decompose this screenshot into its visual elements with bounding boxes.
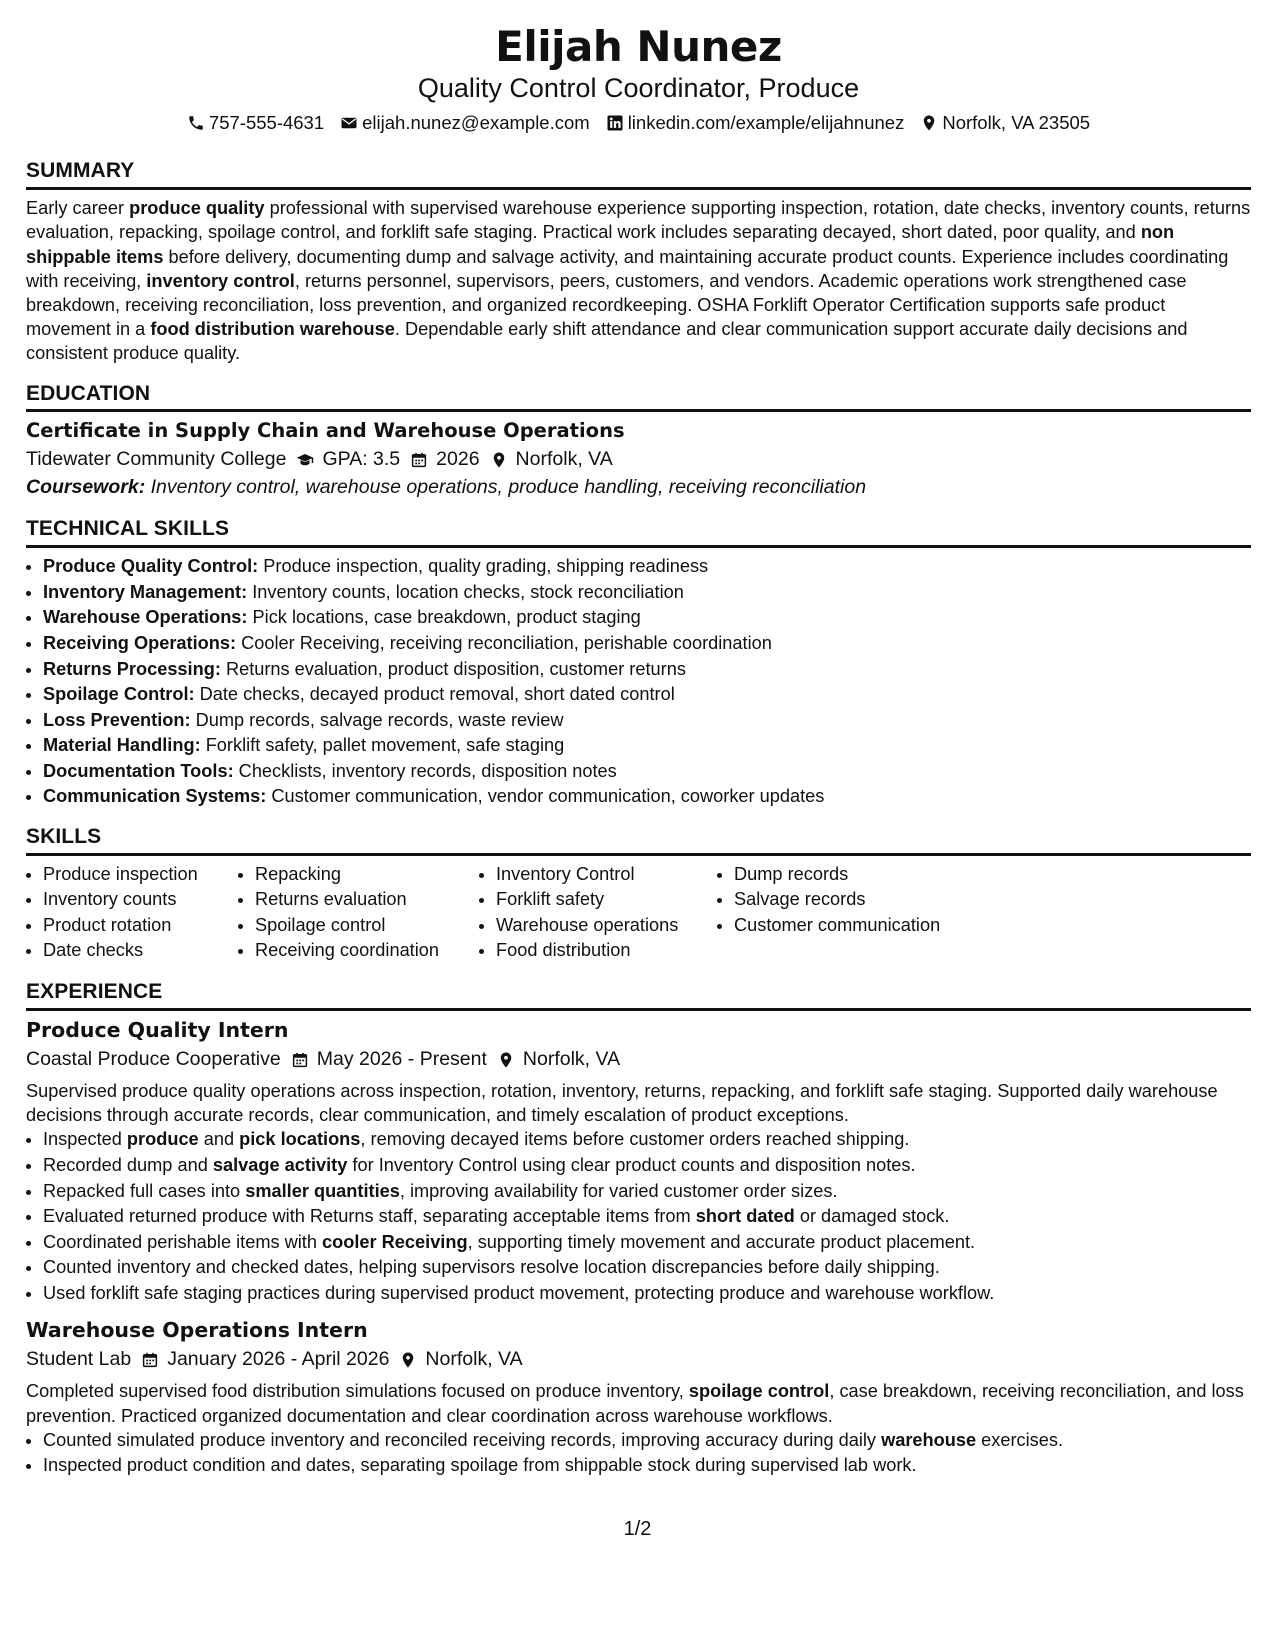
job-bullet bbox=[43, 1453, 1251, 1477]
text-run: , case breakdown, receiving reconciliation, and loss prevention. Practiced organized documentation and clear coordination across warehouse workflows. bbox=[26, 1381, 1244, 1426]
contact-linkedin-text: linkedin.com/example/elijahnunez bbox=[627, 111, 905, 133]
calendar-icon bbox=[141, 1351, 159, 1369]
text-run: , removing decayed items before customer orders reached shipping. bbox=[360, 1129, 910, 1150]
text-run: for Inventory Control using clear product counts and disposition notes. bbox=[347, 1155, 916, 1176]
text-run: Supervised produce quality operations across inspection, rotation, inventory, returns, repacking, and forklift safe staging. Supported daily warehouse decisions through accurate records, clear communication, and timely escalation of product exceptions. bbox=[26, 1081, 1218, 1126]
tech-skill-label: Communication Systems: bbox=[43, 786, 267, 807]
map-pin-icon bbox=[920, 114, 938, 132]
skill-item: • Inventory Control bbox=[496, 862, 717, 886]
graduation-year: 2026 bbox=[436, 448, 480, 471]
job-bullet bbox=[43, 1204, 1251, 1228]
education-section bbox=[26, 380, 1251, 502]
bold-text: short dated bbox=[695, 1206, 795, 1227]
tech-skill-item bbox=[43, 708, 1251, 732]
skill-item: • Date checks bbox=[43, 938, 238, 962]
tech-skill-item bbox=[43, 733, 1251, 757]
bold-text: non shippable items bbox=[26, 222, 1175, 267]
text-run: , supporting timely movement and accurate product placement. bbox=[467, 1231, 976, 1252]
bold-text: produce quality bbox=[129, 198, 265, 219]
text-run: Inspected product condition and dates, separating spoilage from shippable stock during supervised lab work. bbox=[43, 1455, 917, 1476]
skill-item: • Product rotation bbox=[43, 913, 238, 937]
skills-column bbox=[26, 862, 238, 964]
text-run: Repacked full cases into bbox=[43, 1180, 246, 1201]
gpa-text: GPA: 3.5 bbox=[322, 448, 401, 471]
skills-column bbox=[238, 862, 479, 964]
contact-location-text: Norfolk, VA 23505 bbox=[942, 111, 1091, 133]
job-bullets bbox=[26, 1127, 1251, 1305]
text-run: , returns personnel, supervisors, peers, customers, and vendors. Academic operations work strengthened case breakdown, receiving reconciliation, loss prevention, and organized recordkeeping. OSHA Forklift Operator Certification supports safe product movement in a bbox=[26, 270, 1187, 340]
tech-skill-item bbox=[43, 631, 1251, 655]
education-heading: EDUCATION bbox=[26, 380, 1251, 413]
map-pin-icon bbox=[490, 451, 508, 469]
skills-column bbox=[479, 862, 717, 964]
tech-skill-text: Produce inspection, quality grading, shipping readiness bbox=[258, 556, 709, 577]
job-bullet bbox=[43, 1255, 1251, 1279]
job-description bbox=[26, 1379, 1251, 1427]
job-title: Warehouse Operations Intern bbox=[26, 1318, 368, 1343]
tech-skill-label: Material Handling: bbox=[43, 735, 201, 756]
job-bullet bbox=[43, 1281, 1251, 1305]
contact-linkedin[interactable] bbox=[606, 111, 905, 136]
skill-item: • Returns evaluation bbox=[255, 887, 479, 911]
bold-text: cooler Receiving bbox=[322, 1231, 468, 1252]
candidate-name: Elijah Nunez bbox=[495, 22, 782, 71]
summary-section bbox=[26, 157, 1251, 365]
text-run: Completed supervised food distribution simulations focused on produce inventory, bbox=[26, 1381, 689, 1402]
tech-skill-label: Receiving Operations: bbox=[43, 632, 237, 653]
text-run: , improving availability for varied customer order sizes. bbox=[399, 1180, 838, 1201]
text-run: Recorded dump and bbox=[43, 1155, 213, 1176]
job-bullet bbox=[43, 1153, 1251, 1177]
text-run: professional with supervised warehouse experience supporting inspection, rotation, date checks, inventory counts, returns evaluation, repacking, spoilage control, and forklift safe staging. Practical work includes separating decayed, short dated, poor quality, and bbox=[26, 198, 1251, 243]
text-run: Inspected bbox=[43, 1129, 127, 1150]
skill-item: • Dump records bbox=[734, 862, 984, 886]
skill-item: • Inventory counts bbox=[43, 887, 238, 911]
text-run: exercises. bbox=[976, 1429, 1064, 1450]
skills-grid bbox=[26, 862, 1251, 964]
school-location: Norfolk, VA bbox=[515, 448, 613, 471]
skill-item: • Forklift safety bbox=[496, 887, 717, 911]
skill-item: • Receiving coordination bbox=[255, 938, 479, 962]
tech-skill-label: Loss Prevention: bbox=[43, 709, 191, 730]
experience-heading: EXPERIENCE bbox=[26, 978, 1251, 1011]
tech-skill-text: Returns evaluation, product disposition, customer returns bbox=[220, 658, 686, 679]
job-meta bbox=[26, 1047, 1251, 1073]
skill-item: • Customer communication bbox=[734, 913, 984, 937]
linkedin-icon bbox=[606, 114, 624, 132]
summary-heading: SUMMARY bbox=[26, 157, 1251, 190]
degree-title: Certificate in Supply Chain and Warehouse Operations bbox=[26, 419, 625, 443]
map-pin-icon bbox=[497, 1051, 515, 1069]
summary-text bbox=[26, 196, 1251, 365]
envelope-icon bbox=[340, 114, 358, 132]
bold-text: food distribution warehouse bbox=[150, 319, 395, 340]
contact-email[interactable] bbox=[340, 111, 590, 136]
job-dates: May 2026 - Present bbox=[316, 1048, 487, 1071]
tech-skill-item bbox=[43, 605, 1251, 629]
tech-skill-item bbox=[43, 657, 1251, 681]
tech-skill-text: Date checks, decayed product removal, short dated control bbox=[194, 684, 675, 705]
contact-phone-text: 757-555-4631 bbox=[208, 111, 325, 133]
school-name: Tidewater Community College bbox=[26, 448, 287, 471]
tech-skill-label: Returns Processing: bbox=[43, 658, 221, 679]
map-pin-icon bbox=[399, 1351, 417, 1369]
skill-item: • Spoilage control bbox=[255, 913, 479, 937]
tech-skill-label: Inventory Management: bbox=[43, 581, 248, 602]
job-description bbox=[26, 1079, 1251, 1127]
job-bullet bbox=[43, 1179, 1251, 1203]
tech-skill-text: Customer communication, vendor communication, coworker updates bbox=[266, 786, 825, 807]
skills-section bbox=[26, 823, 1251, 964]
education-meta bbox=[26, 447, 1251, 473]
tech-skill-label: Spoilage Control: bbox=[43, 684, 195, 705]
tech-skill-text: Dump records, salvage records, waste review bbox=[190, 709, 564, 730]
job-bullet bbox=[43, 1230, 1251, 1254]
contact-phone[interactable] bbox=[187, 111, 324, 136]
job-location: Norfolk, VA bbox=[425, 1348, 523, 1371]
text-run: or damaged stock. bbox=[794, 1206, 950, 1227]
contact-email-text: elijah.nunez@example.com bbox=[362, 111, 590, 133]
skill-item: • Food distribution bbox=[496, 938, 717, 962]
experience-section bbox=[26, 978, 1251, 1478]
bold-text: pick locations bbox=[239, 1129, 361, 1150]
skills-heading: SKILLS bbox=[26, 823, 1251, 856]
bold-text: salvage activity bbox=[212, 1155, 348, 1176]
tech-skill-text: Inventory counts, location checks, stock reconciliation bbox=[247, 581, 684, 602]
tech-skill-label: Documentation Tools: bbox=[43, 760, 234, 781]
text-run: Used forklift safe staging practices during supervised product movement, protecting produce and warehouse workflow. bbox=[43, 1283, 995, 1304]
job-bullet bbox=[43, 1127, 1251, 1151]
calendar-icon bbox=[291, 1051, 309, 1069]
bold-text: inventory control bbox=[146, 270, 295, 291]
job-dates: January 2026 - April 2026 bbox=[167, 1348, 390, 1371]
text-run: before delivery, documenting dump and salvage activity, and maintaining accurate product counts. Experience includes coordinating with receiving, bbox=[26, 246, 1229, 291]
text-run: Counted inventory and checked dates, helping supervisors resolve location discrepancies before daily shipping. bbox=[43, 1257, 940, 1278]
bold-text: warehouse bbox=[881, 1429, 977, 1450]
resume-page bbox=[26, 0, 1251, 1484]
technical-skills-heading: TECHNICAL SKILLS bbox=[26, 515, 1251, 548]
tech-skill-item bbox=[43, 682, 1251, 706]
phone-icon bbox=[187, 114, 205, 132]
tech-skill-item bbox=[43, 784, 1251, 808]
tech-skill-item bbox=[43, 554, 1251, 578]
job-bullet bbox=[43, 1428, 1251, 1452]
company-name: Student Lab bbox=[26, 1348, 132, 1371]
resume-header bbox=[26, 0, 1251, 135]
skill-item: • Produce inspection bbox=[43, 862, 238, 886]
job-title: Produce Quality Intern bbox=[26, 1017, 289, 1042]
page-number: 1/2 bbox=[623, 1518, 652, 1540]
bold-text: produce bbox=[126, 1129, 199, 1150]
job-location: Norfolk, VA bbox=[522, 1048, 621, 1071]
tech-skill-item bbox=[43, 580, 1251, 604]
coursework-label: Coursework: bbox=[26, 476, 146, 499]
text-run: . Dependable early shift attendance and clear communication support accurate daily decisions and consistent produce quality. bbox=[26, 319, 1188, 364]
technical-skills-list bbox=[26, 554, 1251, 809]
tech-skill-label: Produce Quality Control: bbox=[43, 556, 259, 577]
text-run: and bbox=[198, 1129, 240, 1150]
text-run: Counted simulated produce inventory and reconciled receiving records, improving accuracy during daily bbox=[43, 1429, 882, 1450]
graduation-cap-icon bbox=[296, 451, 314, 469]
tech-skill-text: Checklists, inventory records, disposition notes bbox=[233, 760, 617, 781]
text-run: Early career bbox=[26, 198, 130, 219]
tech-skill-text: Cooler Receiving, receiving reconciliation, perishable coordination bbox=[236, 632, 772, 653]
contact-row bbox=[26, 111, 1251, 136]
text-run: Evaluated returned produce with Returns staff, separating acceptable items from bbox=[43, 1206, 696, 1227]
job-entry bbox=[26, 1017, 1251, 1305]
job-meta bbox=[26, 1347, 1251, 1373]
skill-item: • Warehouse operations bbox=[496, 913, 717, 937]
coursework-text: Inventory control, warehouse operations, produce handling, receiving reconciliation bbox=[145, 476, 867, 499]
tech-skill-label: Warehouse Operations: bbox=[43, 607, 248, 628]
tech-skill-text: Pick locations, case breakdown, product staging bbox=[247, 607, 641, 628]
job-entry bbox=[26, 1317, 1251, 1477]
job-bullets bbox=[26, 1428, 1251, 1478]
company-name: Coastal Produce Cooperative bbox=[26, 1048, 281, 1071]
tech-skill-item bbox=[43, 759, 1251, 783]
calendar-icon bbox=[410, 451, 428, 469]
bold-text: smaller quantities bbox=[245, 1180, 400, 1201]
skill-item: • Repacking bbox=[255, 862, 479, 886]
tech-skill-text: Forklift safety, pallet movement, safe staging bbox=[200, 735, 565, 756]
contact-location bbox=[920, 111, 1090, 136]
bold-text: spoilage control bbox=[688, 1381, 830, 1402]
skill-item: • Salvage records bbox=[734, 887, 984, 911]
text-run: Coordinated perishable items with bbox=[43, 1231, 323, 1252]
skills-column bbox=[717, 862, 984, 964]
candidate-title: Quality Control Coordinator, Produce bbox=[417, 73, 860, 104]
technical-skills-section bbox=[26, 515, 1251, 808]
coursework bbox=[26, 475, 1251, 501]
